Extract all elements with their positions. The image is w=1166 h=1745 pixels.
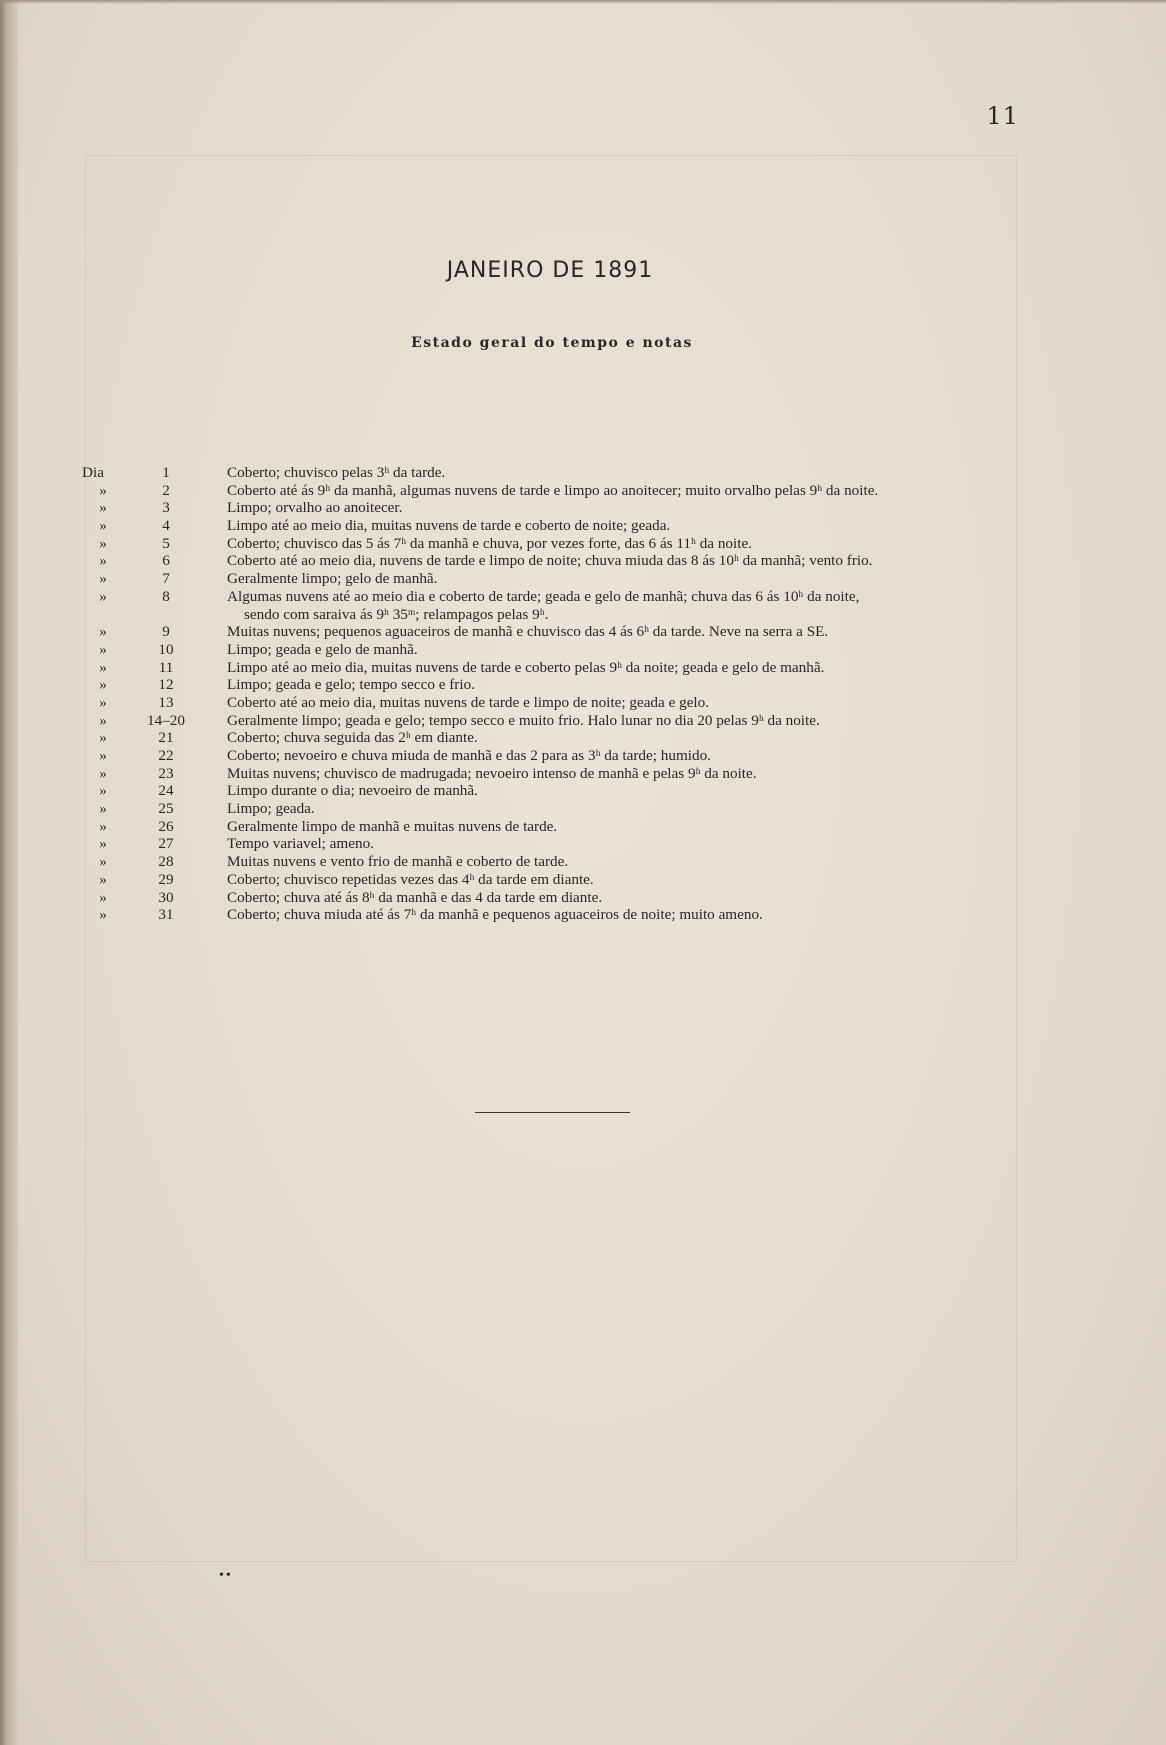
day-note: Coberto; chuva seguida das 2ʰ em diante.	[227, 729, 478, 747]
ditto-mark: »	[99, 534, 107, 552]
ditto-mark: »	[99, 817, 107, 835]
day-note: Coberto até ao meio dia, nuvens de tarde e limpo de noite; chuva miuda das 8 ás 10ʰ da manhã; vento frio.	[227, 552, 873, 570]
day-number: 7	[162, 570, 170, 588]
list-item	[0, 623, 1166, 641]
ditto-mark: »	[99, 711, 107, 729]
ditto-mark: »	[99, 623, 107, 641]
list-item	[0, 782, 1166, 800]
day-number: 12	[158, 676, 174, 694]
day-number: 6	[162, 552, 170, 570]
list-item	[0, 517, 1166, 535]
list-item	[0, 729, 1166, 747]
list-item	[0, 641, 1166, 659]
day-number: 26	[158, 817, 174, 835]
list-item	[0, 570, 1166, 588]
list-item	[0, 712, 1166, 730]
day-note: Limpo; geada e gelo de manhã.	[227, 640, 418, 658]
ditto-mark: »	[99, 835, 107, 853]
day-note: Geralmente limpo de manhã e muitas nuvens de tarde.	[227, 817, 558, 835]
day-note: Coberto; chuvisco pelas 3ʰ da tarde.	[227, 464, 446, 481]
day-number: 31	[158, 906, 174, 924]
page-top-edge	[0, 0, 1166, 4]
day-note: Muitas nuvens e vento frio de manhã e coberto de tarde.	[227, 853, 569, 871]
day-note: Limpo até ao meio dia, muitas nuvens de tarde e coberto de noite; geada.	[227, 517, 671, 535]
ditto-mark: »	[99, 587, 107, 605]
day-note: Geralmente limpo; gelo de manhã.	[227, 570, 438, 588]
day-number: 27	[158, 835, 174, 853]
ditto-mark: »	[99, 747, 107, 765]
ditto-mark: »	[99, 552, 107, 570]
day-note: Limpo; geada e gelo; tempo secco e frio.	[227, 676, 475, 694]
day-note: Coberto; chuvisco repetidas vezes das 4ʰ da tarde em diante.	[227, 870, 594, 888]
day-number: 9	[162, 623, 170, 641]
ditto-mark: »	[99, 870, 107, 888]
day-note	[227, 588, 1022, 623]
day-note: Limpo até ao meio dia, muitas nuvens de tarde e coberto pelas 9ʰ da noite; geada e gelo de manhã.	[227, 658, 825, 676]
ditto-mark: »	[99, 888, 107, 906]
day-number: 14–20	[147, 711, 185, 729]
closing-rule	[475, 1112, 630, 1113]
page-subtitle: Estado geral do tempo e notas	[411, 335, 693, 351]
day-note: Limpo; geada.	[227, 800, 315, 818]
day-number: 1	[162, 464, 170, 481]
list-item	[0, 835, 1166, 853]
list-item	[0, 906, 1166, 924]
day-number: 25	[158, 800, 174, 818]
list-item	[0, 535, 1166, 553]
day-note: Coberto; chuva até ás 8ʰ da manhã e das 4 da tarde em diante.	[227, 888, 603, 906]
day-note: Geralmente limpo; geada e gelo; tempo secco e muito frio. Halo lunar no dia 20 pelas 9ʰ da noite.	[227, 711, 820, 729]
page-number: 11	[986, 102, 1019, 130]
list-item	[0, 853, 1166, 871]
list-item	[0, 747, 1166, 765]
day-number: 28	[158, 853, 174, 871]
day-number: 2	[162, 481, 170, 499]
ditto-mark: »	[99, 517, 107, 535]
ditto-mark: »	[99, 499, 107, 517]
page-title: JANEIRO DE 1891	[446, 258, 654, 283]
ditto-mark: »	[99, 764, 107, 782]
ditto-mark: »	[99, 658, 107, 676]
day-number: 11	[158, 658, 174, 676]
list-item	[0, 800, 1166, 818]
day-note: Muitas nuvens; chuvisco de madrugada; nevoeiro intenso de manhã e pelas 9ʰ da noite.	[227, 764, 757, 782]
ditto-mark: »	[99, 676, 107, 694]
day-note: Coberto; chuva miuda até ás 7ʰ da manhã e pequenos aguaceiros de noite; muito ameno.	[227, 906, 763, 924]
ditto-mark: »	[99, 782, 107, 800]
day-number: 10	[158, 640, 174, 658]
list-item	[0, 499, 1166, 517]
day-number: 22	[158, 747, 174, 765]
day-number: 21	[158, 729, 174, 747]
ditto-mark: »	[99, 729, 107, 747]
day-note: Coberto; chuvisco das 5 ás 7ʰ da manhã e chuva, por vezes forte, das 6 ás 11ʰ da noite.	[227, 534, 752, 552]
day-note-continuation: sendo com saraiva ás 9ʰ 35ᵐ; relampagos pelas 9ʰ.	[244, 605, 549, 623]
footer-dots: ••	[219, 1568, 233, 1583]
ditto-mark: »	[99, 853, 107, 871]
list-item	[0, 694, 1166, 712]
list-item	[0, 889, 1166, 907]
day-number: 13	[158, 693, 174, 711]
day-number: 3	[162, 499, 170, 517]
ditto-mark: »	[99, 481, 107, 499]
list-item	[0, 818, 1166, 836]
day-note: Muitas nuvens; pequenos aguaceiros de manhã e chuvisco das 4 ás 6ʰ da tarde. Neve na serra a SE.	[227, 623, 829, 641]
list-item	[0, 676, 1166, 694]
ditto-mark: »	[99, 640, 107, 658]
day-number: 8	[162, 587, 170, 605]
day-number: 29	[158, 870, 174, 888]
day-note: Limpo durante o dia; nevoeiro de manhã.	[227, 782, 478, 800]
ditto-mark: »	[99, 800, 107, 818]
day-note: Coberto até ás 9ʰ da manhã, algumas nuvens de tarde e limpo ao anoitecer; muito orvalho pelas 9ʰ da noite.	[227, 481, 879, 499]
list-item	[0, 659, 1166, 677]
day-number: 24	[158, 782, 174, 800]
day-note-line: Algumas nuvens até ao meio dia e coberto de tarde; geada e gelo de manhã; chuva das 6 ás 10ʰ da noite,	[227, 587, 860, 605]
list-item	[0, 464, 1166, 482]
day-number: 30	[158, 888, 174, 906]
list-item	[0, 552, 1166, 570]
day-number: 4	[162, 517, 170, 535]
ditto-mark: »	[99, 693, 107, 711]
list-item	[0, 482, 1166, 500]
day-label: Dia	[82, 464, 104, 481]
list-item	[0, 765, 1166, 783]
ditto-mark: »	[99, 570, 107, 588]
day-note: Limpo; orvalho ao anoitecer.	[227, 499, 403, 517]
list-item	[0, 871, 1166, 889]
weather-notes-list	[0, 464, 1166, 924]
day-note: Coberto até ao meio dia, muitas nuvens de tarde e limpo de noite; geada e gelo.	[227, 693, 710, 711]
day-number: 23	[158, 764, 174, 782]
day-note: Tempo variavel; ameno.	[227, 835, 374, 853]
ditto-mark: »	[99, 906, 107, 924]
list-item	[0, 588, 1166, 623]
day-number: 5	[162, 534, 170, 552]
day-note: Coberto; nevoeiro e chuva miuda de manhã e das 2 para as 3ʰ da tarde; humido.	[227, 747, 711, 765]
